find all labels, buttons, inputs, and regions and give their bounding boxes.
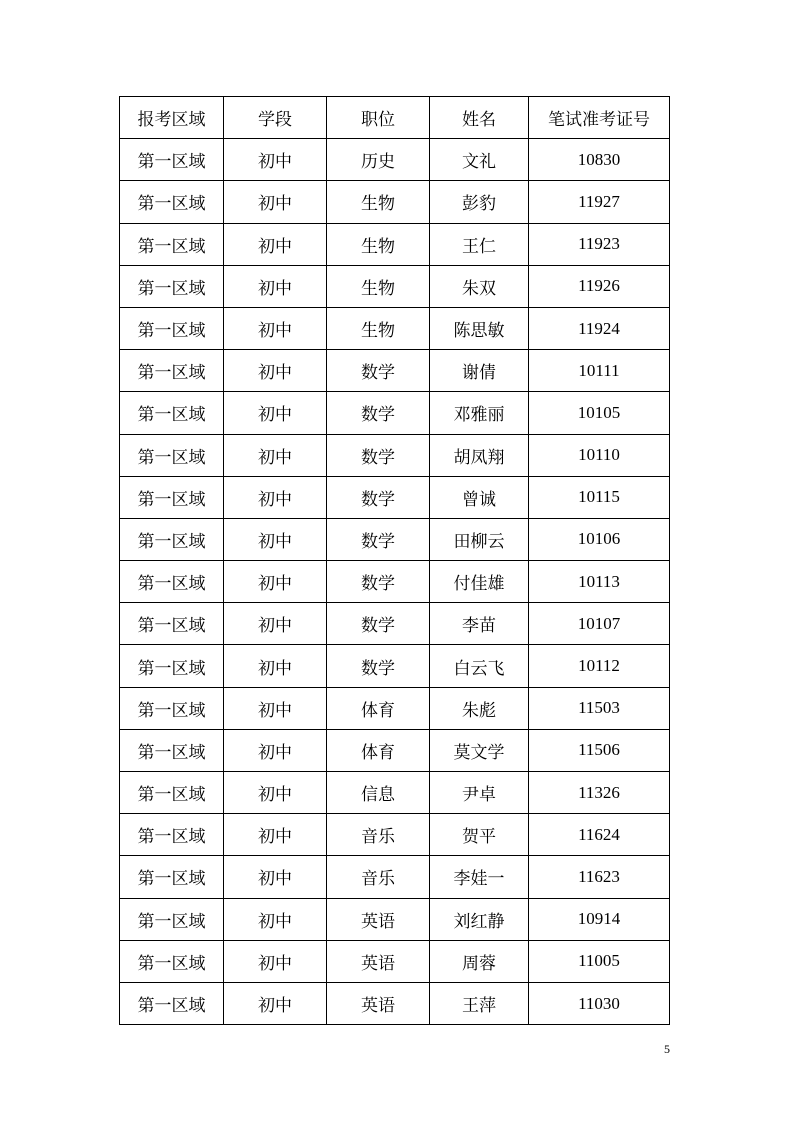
cell-region: 第一区域 [120, 307, 224, 349]
cell-exam-id: 10105 [529, 392, 670, 434]
cell-name: 刘红静 [430, 898, 529, 940]
table-row [120, 687, 670, 729]
cell-region: 第一区域 [120, 940, 224, 982]
cell-name: 付佳雄 [430, 561, 529, 603]
cell-position: 英语 [327, 940, 430, 982]
cell-stage: 初中 [224, 139, 327, 181]
cell-position: 生物 [327, 223, 430, 265]
table-row [120, 350, 670, 392]
cell-name: 李苗 [430, 603, 529, 645]
cell-name: 朱双 [430, 265, 529, 307]
cell-stage: 初中 [224, 856, 327, 898]
cell-region: 第一区域 [120, 518, 224, 560]
table-row [120, 265, 670, 307]
table-row [120, 307, 670, 349]
table-header-row [120, 97, 670, 139]
cell-exam-id: 11503 [529, 687, 670, 729]
cell-position: 生物 [327, 307, 430, 349]
candidate-table [119, 96, 670, 1025]
cell-position: 体育 [327, 687, 430, 729]
cell-stage: 初中 [224, 898, 327, 940]
cell-region: 第一区域 [120, 223, 224, 265]
cell-name: 周蓉 [430, 940, 529, 982]
cell-position: 音乐 [327, 856, 430, 898]
cell-region: 第一区域 [120, 181, 224, 223]
cell-position: 数学 [327, 561, 430, 603]
cell-stage: 初中 [224, 982, 327, 1024]
cell-region: 第一区域 [120, 392, 224, 434]
cell-stage: 初中 [224, 476, 327, 518]
cell-region: 第一区域 [120, 350, 224, 392]
table-row [120, 518, 670, 560]
table-row [120, 856, 670, 898]
table-row [120, 181, 670, 223]
cell-region: 第一区域 [120, 603, 224, 645]
cell-position: 音乐 [327, 814, 430, 856]
table-row [120, 814, 670, 856]
cell-stage: 初中 [224, 687, 327, 729]
cell-exam-id: 11924 [529, 307, 670, 349]
cell-exam-id: 10106 [529, 518, 670, 560]
cell-exam-id: 10110 [529, 434, 670, 476]
cell-name: 李娃一 [430, 856, 529, 898]
cell-stage: 初中 [224, 392, 327, 434]
cell-stage: 初中 [224, 814, 327, 856]
table-row [120, 561, 670, 603]
table-body [120, 139, 670, 1025]
table-row [120, 139, 670, 181]
cell-name: 彭豹 [430, 181, 529, 223]
cell-position: 数学 [327, 392, 430, 434]
cell-stage: 初中 [224, 940, 327, 982]
table-row [120, 729, 670, 771]
cell-position: 数学 [327, 645, 430, 687]
cell-region: 第一区域 [120, 645, 224, 687]
cell-exam-id: 10113 [529, 561, 670, 603]
cell-region: 第一区域 [120, 687, 224, 729]
table-row [120, 982, 670, 1024]
table-row [120, 898, 670, 940]
cell-stage: 初中 [224, 561, 327, 603]
cell-stage: 初中 [224, 729, 327, 771]
cell-exam-id: 10107 [529, 603, 670, 645]
header-region: 报考区域 [120, 97, 224, 139]
cell-exam-id: 11923 [529, 223, 670, 265]
cell-region: 第一区域 [120, 856, 224, 898]
cell-name: 文礼 [430, 139, 529, 181]
cell-position: 数学 [327, 476, 430, 518]
cell-exam-id: 11927 [529, 181, 670, 223]
header-position: 职位 [327, 97, 430, 139]
cell-region: 第一区域 [120, 898, 224, 940]
cell-region: 第一区域 [120, 561, 224, 603]
cell-name: 王仁 [430, 223, 529, 265]
table-row [120, 223, 670, 265]
cell-position: 数学 [327, 518, 430, 560]
cell-exam-id: 11624 [529, 814, 670, 856]
header-stage: 学段 [224, 97, 327, 139]
cell-exam-id: 11005 [529, 940, 670, 982]
cell-position: 历史 [327, 139, 430, 181]
table-row [120, 392, 670, 434]
header-exam-id: 笔试准考证号 [529, 97, 670, 139]
cell-name: 邓雅丽 [430, 392, 529, 434]
cell-stage: 初中 [224, 350, 327, 392]
cell-exam-id: 11623 [529, 856, 670, 898]
cell-name: 莫文学 [430, 729, 529, 771]
cell-name: 谢倩 [430, 350, 529, 392]
cell-position: 生物 [327, 181, 430, 223]
cell-region: 第一区域 [120, 814, 224, 856]
cell-exam-id: 10111 [529, 350, 670, 392]
cell-position: 体育 [327, 729, 430, 771]
cell-position: 数学 [327, 350, 430, 392]
table-row [120, 476, 670, 518]
cell-stage: 初中 [224, 434, 327, 476]
cell-name: 陈思敏 [430, 307, 529, 349]
cell-name: 胡凤翔 [430, 434, 529, 476]
cell-stage: 初中 [224, 645, 327, 687]
table-row [120, 434, 670, 476]
cell-region: 第一区域 [120, 729, 224, 771]
cell-region: 第一区域 [120, 476, 224, 518]
table-row [120, 603, 670, 645]
table-row [120, 645, 670, 687]
cell-stage: 初中 [224, 181, 327, 223]
cell-exam-id: 10112 [529, 645, 670, 687]
cell-name: 贺平 [430, 814, 529, 856]
cell-region: 第一区域 [120, 434, 224, 476]
cell-stage: 初中 [224, 603, 327, 645]
cell-position: 数学 [327, 434, 430, 476]
cell-position: 英语 [327, 982, 430, 1024]
table-row [120, 940, 670, 982]
cell-name: 曾诚 [430, 476, 529, 518]
header-name: 姓名 [430, 97, 529, 139]
cell-name: 尹卓 [430, 772, 529, 814]
cell-name: 白云飞 [430, 645, 529, 687]
cell-stage: 初中 [224, 307, 327, 349]
cell-exam-id: 11030 [529, 982, 670, 1024]
cell-region: 第一区域 [120, 772, 224, 814]
cell-region: 第一区域 [120, 982, 224, 1024]
cell-name: 王萍 [430, 982, 529, 1024]
cell-position: 信息 [327, 772, 430, 814]
cell-position: 数学 [327, 603, 430, 645]
cell-stage: 初中 [224, 772, 327, 814]
cell-region: 第一区域 [120, 139, 224, 181]
cell-position: 英语 [327, 898, 430, 940]
cell-exam-id: 11326 [529, 772, 670, 814]
table-row [120, 772, 670, 814]
cell-name: 朱彪 [430, 687, 529, 729]
cell-exam-id: 11506 [529, 729, 670, 771]
cell-exam-id: 11926 [529, 265, 670, 307]
cell-stage: 初中 [224, 265, 327, 307]
cell-name: 田柳云 [430, 518, 529, 560]
cell-stage: 初中 [224, 518, 327, 560]
cell-position: 生物 [327, 265, 430, 307]
page-number: 5 [664, 1042, 670, 1056]
cell-region: 第一区域 [120, 265, 224, 307]
cell-exam-id: 10115 [529, 476, 670, 518]
cell-stage: 初中 [224, 223, 327, 265]
cell-exam-id: 10830 [529, 139, 670, 181]
cell-exam-id: 10914 [529, 898, 670, 940]
